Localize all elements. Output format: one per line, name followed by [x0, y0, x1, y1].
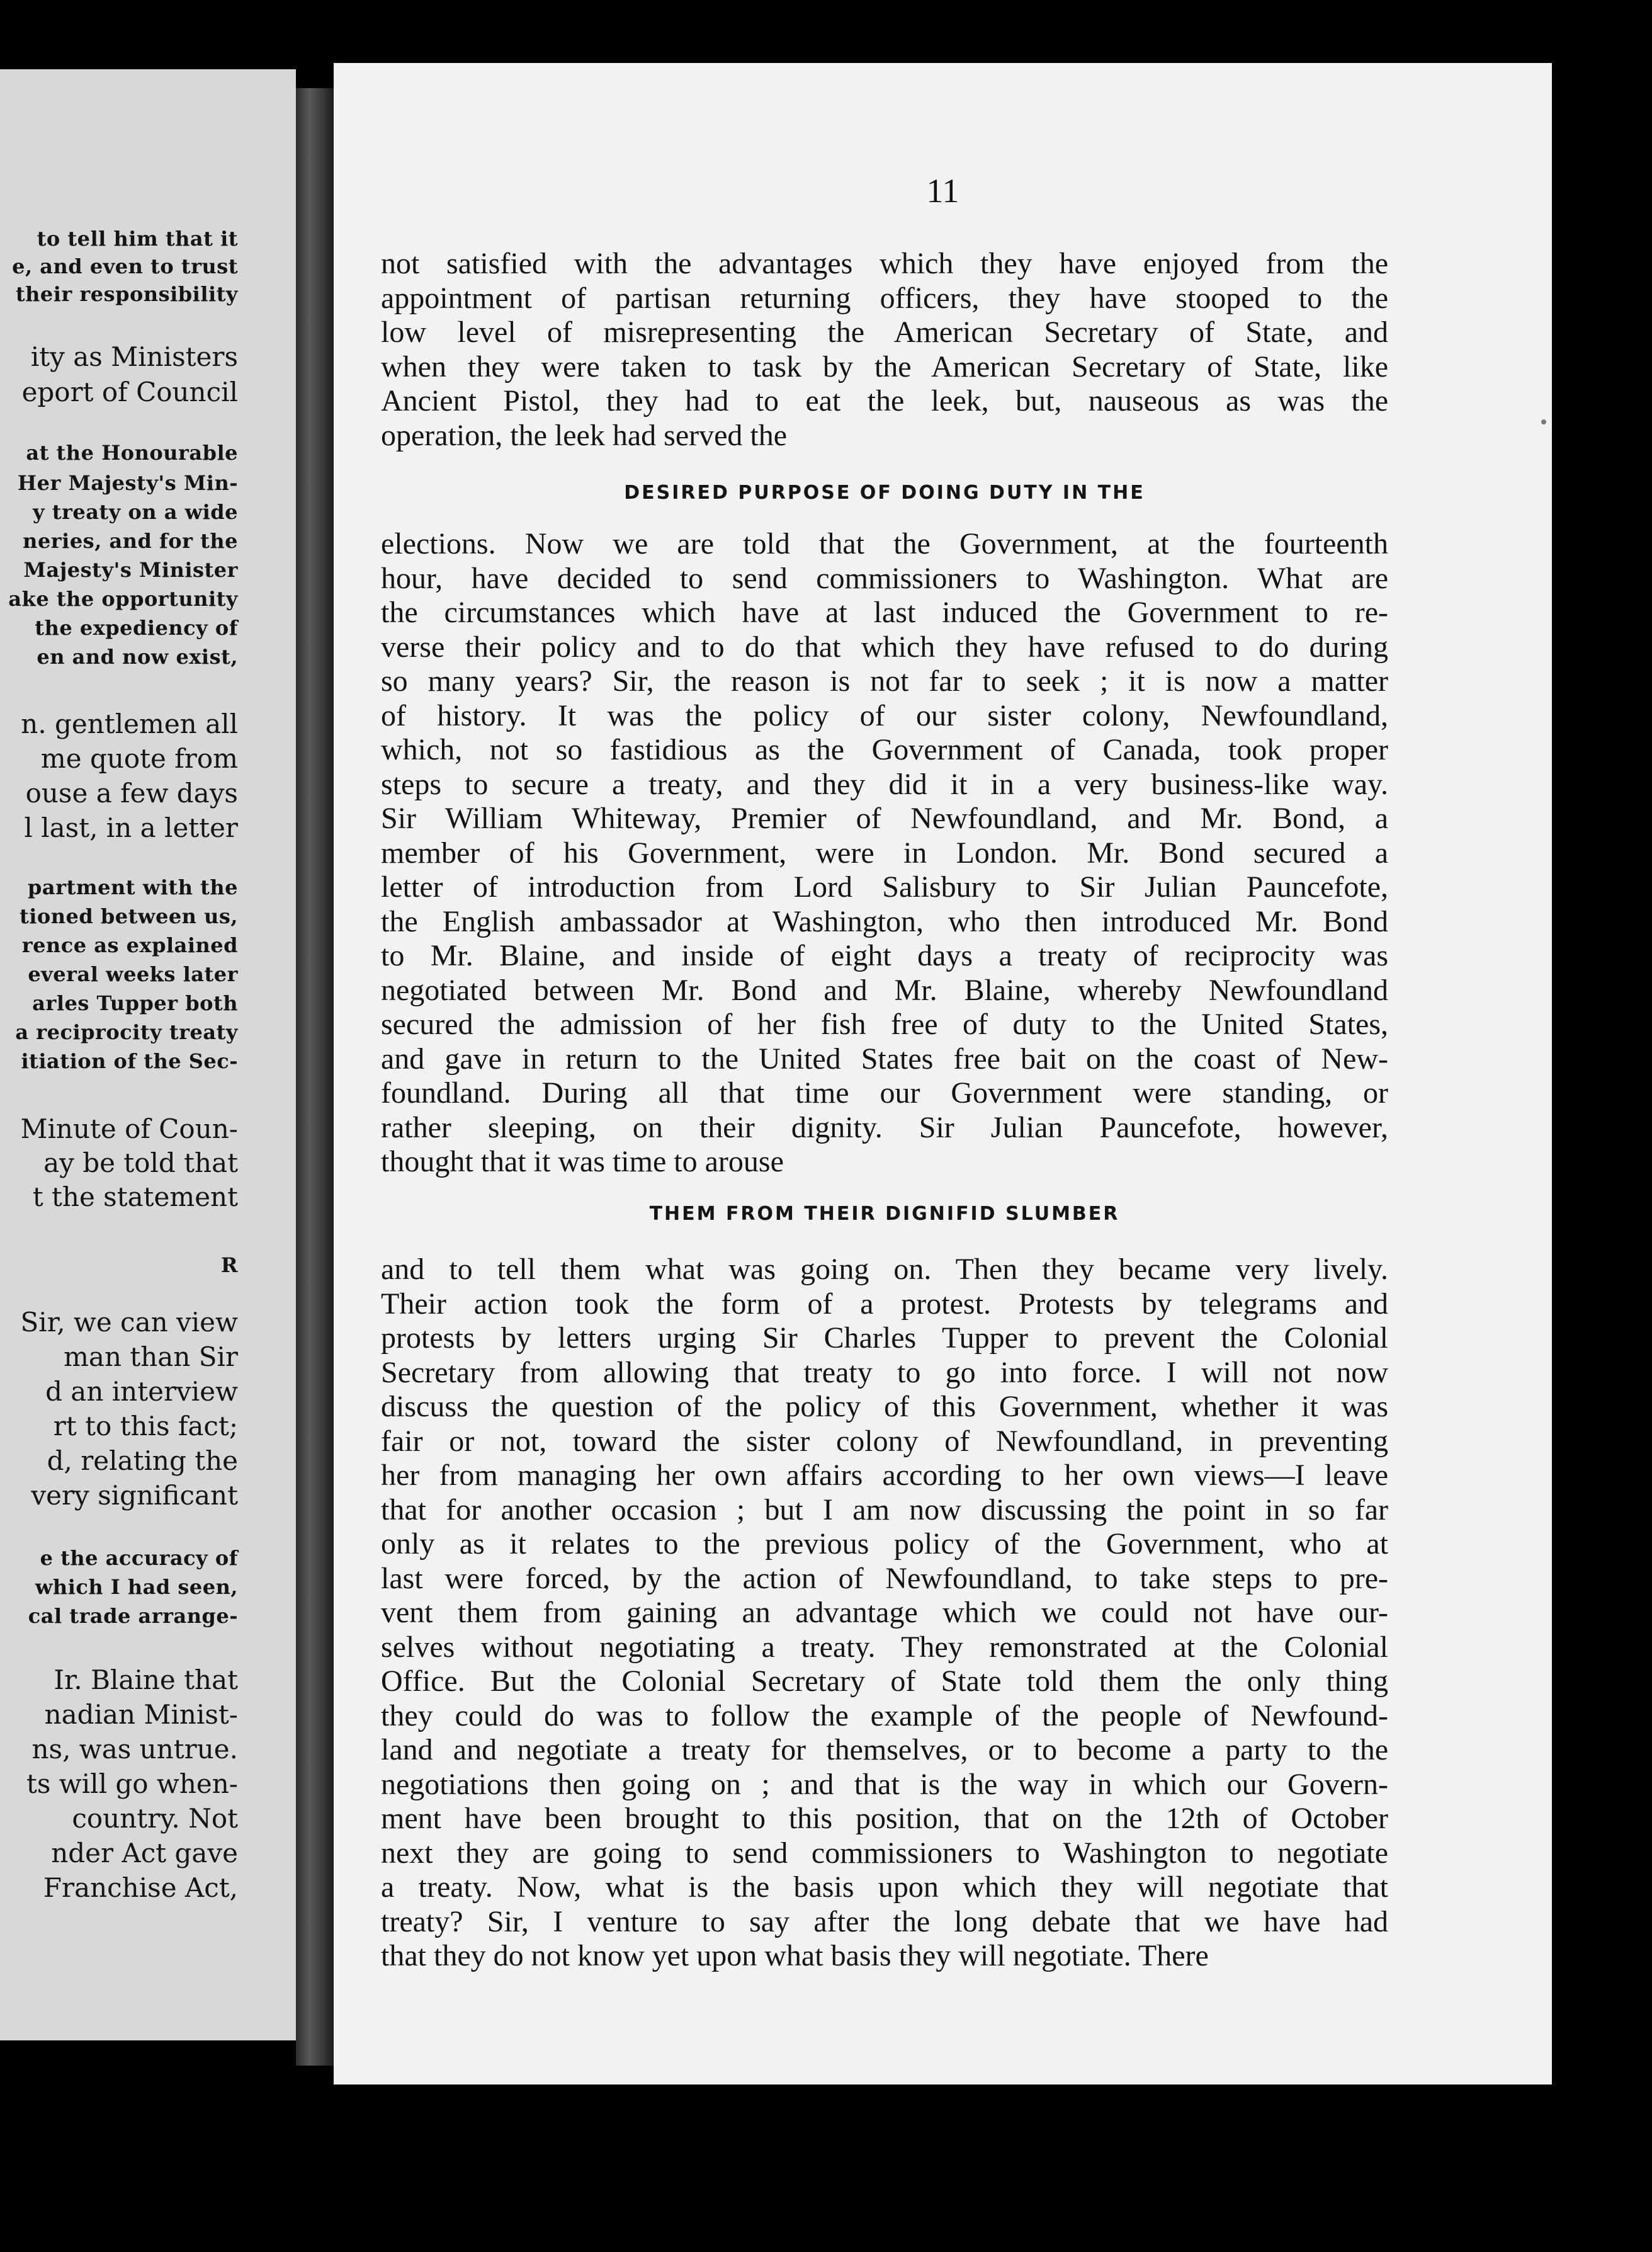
left-page-line: ns, was untrue. — [31, 1734, 238, 1765]
left-page-line: the expediency of — [35, 616, 238, 640]
left-page-line: d, relating the — [47, 1445, 238, 1476]
left-page-line: a reciprocity treaty — [15, 1020, 238, 1044]
left-page-line: nadian Minist- — [44, 1699, 238, 1730]
left-page-line: cal trade arrange- — [28, 1604, 238, 1628]
body-text-line: Sir William Whiteway, Premier of Newfoundland, and Mr. Bond, a — [381, 802, 1388, 835]
left-page-line: Majesty's Minister — [23, 558, 238, 582]
right-page — [334, 63, 1552, 2084]
left-page-line: everal weeks later — [28, 962, 238, 986]
body-text-line: not satisfied with the advantages which they have enjoyed from the — [381, 247, 1388, 280]
left-page-line: R — [220, 1253, 238, 1277]
body-text-line: selves without negotiating a treaty. They remonstrated at the Colonial — [381, 1630, 1388, 1664]
left-page-line: d an interview — [45, 1376, 238, 1407]
body-text-line: Office. But the Colonial Secretary of State told them the only thing — [381, 1664, 1388, 1698]
left-page-line: itiation of the Sec- — [21, 1049, 238, 1073]
left-page-line: nder Act gave — [51, 1838, 238, 1868]
left-page-line: rence as explained — [21, 933, 238, 957]
left-page-line: at the Honourable — [26, 441, 238, 465]
left-page-line: arles Tupper both — [32, 991, 238, 1015]
body-text-line: appointment of partisan returning officers, they have stooped to the — [381, 281, 1388, 315]
margin-speck — [1541, 419, 1546, 424]
left-page-line: which I had seen, — [35, 1575, 238, 1599]
body-text-line: and to tell them what was going on. Then they became very lively. — [381, 1253, 1388, 1286]
body-text-line: verse their policy and to do that which they have refused to do during — [381, 630, 1388, 664]
body-text-line: next they are going to send commissioners to Washington to negotiate — [381, 1836, 1388, 1870]
left-page-line: country. Not — [72, 1803, 238, 1834]
body-text-line: protests by letters urging Sir Charles Tupper to prevent the Colonial — [381, 1321, 1388, 1355]
left-page-line: Ir. Blaine that — [54, 1664, 238, 1695]
body-text-line: ment have been brought to this position, that on the 12th of October — [381, 1802, 1388, 1835]
body-text-line: to Mr. Blaine, and inside of eight days a treaty of reciprocity was — [381, 939, 1388, 972]
body-text-line: last were forced, by the action of Newfoundland, to take steps to pre- — [381, 1561, 1388, 1595]
left-page-line: rt to this fact; — [53, 1411, 238, 1442]
book-gutter — [296, 88, 334, 2066]
left-page-line: Minute of Coun- — [20, 1113, 238, 1144]
left-page-line: tioned between us, — [19, 904, 238, 928]
body-text-line: operation, the leek had served the — [381, 418, 788, 452]
body-text-line: elections. Now we are told that the Government, at the fourteenth — [381, 527, 1388, 560]
body-text-line: hour, have decided to send commissioners to Washington. What are — [381, 561, 1388, 595]
left-page-line: their responsibility — [15, 282, 238, 306]
body-text-line: which, not so fastidious as the Government of Canada, took proper — [381, 733, 1388, 766]
left-page-line: Her Majesty's Min- — [17, 471, 238, 495]
body-text-line: steps to secure a treaty, and they did it in a very business-like way. — [381, 767, 1388, 801]
body-text-line: thought that it was time to arouse — [381, 1145, 784, 1178]
left-page-line: ts will go when- — [26, 1768, 238, 1799]
body-text-line: her from managing her own affairs according to her own views—I leave — [381, 1459, 1388, 1492]
left-page-line: neries, and for the — [23, 529, 238, 553]
body-text-line: of history. It was the policy of our sister colony, Newfoundland, — [381, 698, 1388, 732]
body-text-line: a treaty. Now, what is the basis upon which they will negotiate that — [381, 1870, 1388, 1904]
left-page-line: Sir, we can view — [20, 1307, 238, 1338]
left-page-line: very significant — [31, 1480, 238, 1511]
left-page-line: t the statement — [32, 1181, 238, 1212]
body-text-line: discuss the question of the policy of this Government, whether it was — [381, 1390, 1388, 1423]
body-text-line: rather sleeping, on their dignity. Sir Julian Pauncefote, however, — [381, 1110, 1388, 1144]
left-page-fragment — [0, 69, 296, 2040]
left-page-line: en and now exist, — [37, 645, 238, 669]
left-page-line: ake the opportunity — [8, 587, 238, 611]
body-text-line: that for another occasion ; but I am now discussing the point in so far — [381, 1493, 1388, 1527]
left-page-line: e, and even to trust — [12, 254, 238, 278]
left-page-line: ay be told that — [43, 1147, 238, 1178]
left-page-line: ity as Ministers — [30, 341, 238, 372]
body-text-line: only as it relates to the previous policy of the Government, who at — [381, 1527, 1388, 1561]
body-text-line: member of his Government, were in London. Mr. Bond secured a — [381, 836, 1388, 870]
body-text-line: Ancient Pistol, they had to eat the leek, but, nauseous as was the — [381, 384, 1388, 418]
left-page-line: e the accuracy of — [40, 1546, 238, 1570]
left-page-line: l last, in a letter — [24, 812, 238, 843]
left-page-line: Franchise Act, — [43, 1872, 238, 1903]
body-text-line: when they were taken to task by the American Secretary of State, like — [381, 350, 1388, 384]
body-text-line: Secretary from allowing that treaty to go into force. I will not now — [381, 1355, 1388, 1389]
body-text-line: the English ambassador at Washington, who then introduced Mr. Bond — [381, 904, 1388, 938]
left-page-line: to tell him that it — [37, 227, 238, 251]
body-text-line: and gave in return to the United States free bait on the coast of New- — [381, 1042, 1388, 1076]
page-number: 11 — [926, 172, 959, 210]
body-text-line: negotiated between Mr. Bond and Mr. Blaine, whereby Newfoundland — [381, 973, 1388, 1007]
body-text-line: they could do was to follow the example of the people of Newfound- — [381, 1698, 1388, 1732]
body-text-line: negotiations then going on ; and that is the way in which our Govern- — [381, 1767, 1388, 1801]
left-page-line: ouse a few days — [25, 778, 238, 809]
body-text-line: that they do not know yet upon what basis they will negotiate. There — [381, 1939, 1209, 1972]
section-heading-desired-purpose: DESIRED PURPOSE OF DOING DUTY IN THE — [624, 482, 1145, 504]
body-text-line: the circumstances which have at last induced the Government to re- — [381, 596, 1388, 629]
body-text-line: fair or not, toward the sister colony of Newfoundland, in preventing — [381, 1424, 1388, 1458]
left-page-line: partment with the — [28, 875, 238, 899]
left-page-line: n. gentlemen all — [21, 708, 238, 739]
left-page-line: eport of Council — [21, 377, 238, 407]
left-page-line: man than Sir — [64, 1341, 238, 1372]
body-text-line: low level of misrepresenting the American Secretary of State, and — [381, 316, 1388, 349]
body-text-line: Their action took the form of a protest. Protests by telegrams and — [381, 1287, 1388, 1321]
left-page-line: y treaty on a wide — [32, 500, 238, 524]
body-text-line: secured the admission of her fish free of duty to the United States, — [381, 1008, 1388, 1041]
body-text-line: so many years? Sir, the reason is not far to seek ; it is now a matter — [381, 664, 1388, 698]
body-text-line: foundland. During all that time our Government were standing, or — [381, 1076, 1388, 1110]
body-text-line: land and negotiate a treaty for themselves, or to become a party to the — [381, 1733, 1388, 1766]
section-heading-dignified-slumber: THEM FROM THEIR DIGNIFID SLUMBER — [649, 1203, 1120, 1225]
body-text-line: treaty? Sir, I venture to say after the long debate that we have had — [381, 1904, 1388, 1938]
body-text-line: letter of introduction from Lord Salisbury to Sir Julian Pauncefote, — [381, 870, 1388, 904]
body-text-line: vent them from gaining an advantage which we could not have our- — [381, 1596, 1388, 1629]
left-page-line: me quote from — [40, 743, 238, 774]
